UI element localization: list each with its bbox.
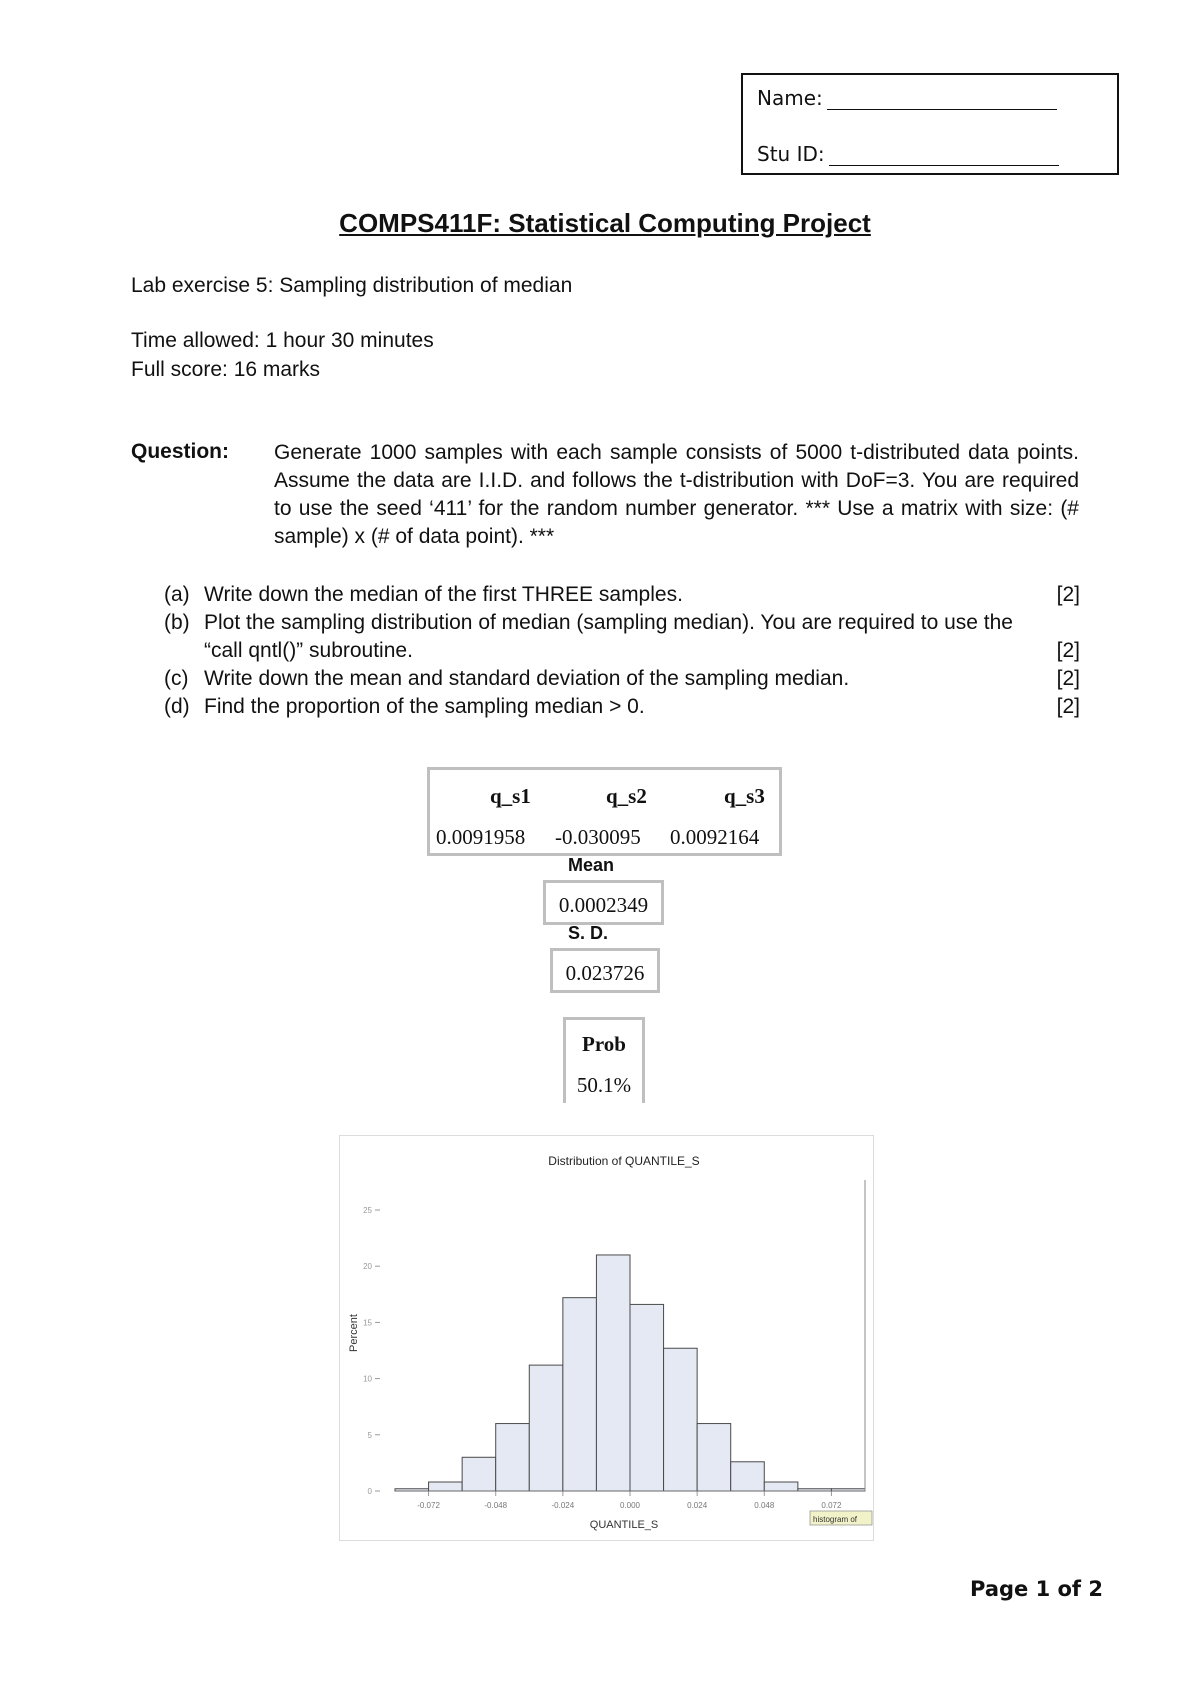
page-number: Page 1 of 2 [970, 1577, 1103, 1601]
y-tick-label: 0 [367, 1487, 372, 1496]
x-tick-label: -0.048 [484, 1501, 508, 1510]
histogram-bar [429, 1482, 463, 1491]
id-label: Stu ID: [757, 142, 825, 166]
y-tick-label: 5 [367, 1430, 372, 1440]
part-text: Write down the mean and standard deviation of the sampling median. [204, 667, 850, 690]
q-s2-value: -0.030095 [555, 825, 641, 849]
name-label: Name: [757, 86, 823, 110]
histogram-bar [697, 1424, 731, 1491]
q-s1-value: 0.0091958 [436, 825, 526, 849]
part-tag: (c) [164, 667, 189, 690]
sd-box [550, 948, 660, 993]
x-tick-label: -0.024 [551, 1501, 575, 1510]
histogram-bar [462, 1457, 496, 1491]
q-s1-header: q_s1 [490, 784, 531, 808]
question-label: Question: [131, 440, 229, 463]
x-tick-label: -0.072 [417, 1501, 440, 1510]
chart-y-axis-label: Percent [348, 1314, 360, 1352]
histogram-bar [764, 1482, 798, 1491]
part-c [164, 665, 1080, 693]
name-blank-line [827, 91, 1057, 110]
chart-title: Distribution of QUANTILE_S [548, 1154, 700, 1168]
y-tick-label: 10 [363, 1374, 372, 1384]
histogram-bar [596, 1255, 630, 1491]
histogram-bar [496, 1424, 530, 1491]
part-marks: [2] [1056, 583, 1080, 606]
histogram-bar [529, 1365, 563, 1491]
mean-label: Mean [568, 855, 615, 875]
part-tag: (d) [164, 695, 190, 718]
chart-footnote: histogram of [813, 1515, 858, 1524]
full-score-line: Full score: 16 marks [131, 358, 321, 381]
x-tick-label: 0.072 [821, 1501, 842, 1510]
mean-value: 0.0002349 [558, 893, 649, 917]
y-tick-label: 15 [363, 1318, 372, 1328]
question-body: Generate 1000 samples with each sample consists of 5000 t-distributed data points. Assume the data are I.I.D. and follows the t-distribution with DoF=3. You are required to use the seed ‘411’ for the random number generator. *** Use a matrix with size: (# sample) x (# of data point). *** [274, 441, 1079, 548]
histogram-svg [340, 1136, 875, 1542]
y-tick-label: 25 [363, 1206, 372, 1215]
part-a [164, 581, 1080, 609]
x-axis-ticks [417, 1491, 842, 1510]
name-id-box [741, 73, 1119, 175]
y-axis-ticks [363, 1206, 380, 1496]
x-tick-label: 0.024 [687, 1501, 708, 1510]
part-text: Write down the median of the first THREE samples. [204, 583, 683, 606]
q-s3-value: 0.0092164 [670, 825, 760, 849]
histogram-bar [630, 1304, 664, 1491]
part-text: Plot the sampling distribution of median (sampling median). You are required to use the “call qntl()” subroutine. [204, 611, 1013, 662]
sd-label: S. D. [568, 923, 609, 943]
sd-value: 0.023726 [565, 961, 645, 985]
part-marks: [2] [1056, 639, 1080, 662]
part-b [164, 609, 1080, 665]
histogram-bar [731, 1462, 765, 1491]
prob-label: Prob [582, 1032, 626, 1056]
part-marks: [2] [1056, 667, 1080, 690]
x-tick-label: 0.048 [754, 1501, 775, 1510]
prob-box [563, 1017, 645, 1103]
q-s3-header: q_s3 [724, 784, 765, 808]
x-tick-label: 0.000 [619, 1501, 641, 1510]
name-row [757, 86, 1057, 110]
part-tag: (b) [164, 611, 190, 634]
y-tick-label: 20 [363, 1262, 372, 1272]
quantile-results-table [427, 767, 782, 856]
part-marks: [2] [1056, 695, 1080, 718]
part-d [164, 693, 1080, 721]
question-parts [164, 581, 1080, 721]
histogram-bars [395, 1255, 865, 1491]
histogram-bar [664, 1348, 698, 1491]
id-row [757, 142, 1059, 166]
mean-box [543, 880, 664, 925]
page-title: COMPS411F: Statistical Computing Project [339, 208, 871, 238]
part-tag: (a) [164, 583, 190, 606]
prob-value: 50.1% [576, 1073, 632, 1097]
histogram-chart [339, 1135, 874, 1541]
part-text: Find the proportion of the sampling median > 0. [204, 695, 645, 718]
chart-x-axis-label: QUANTILE_S [589, 1519, 659, 1531]
time-allowed-line: Time allowed: 1 hour 30 minutes [131, 329, 434, 352]
lab-exercise-line: Lab exercise 5: Sampling distribution of median [131, 274, 573, 297]
id-blank-line [829, 147, 1059, 166]
q-s2-header: q_s2 [606, 784, 647, 808]
histogram-bar [563, 1298, 597, 1491]
